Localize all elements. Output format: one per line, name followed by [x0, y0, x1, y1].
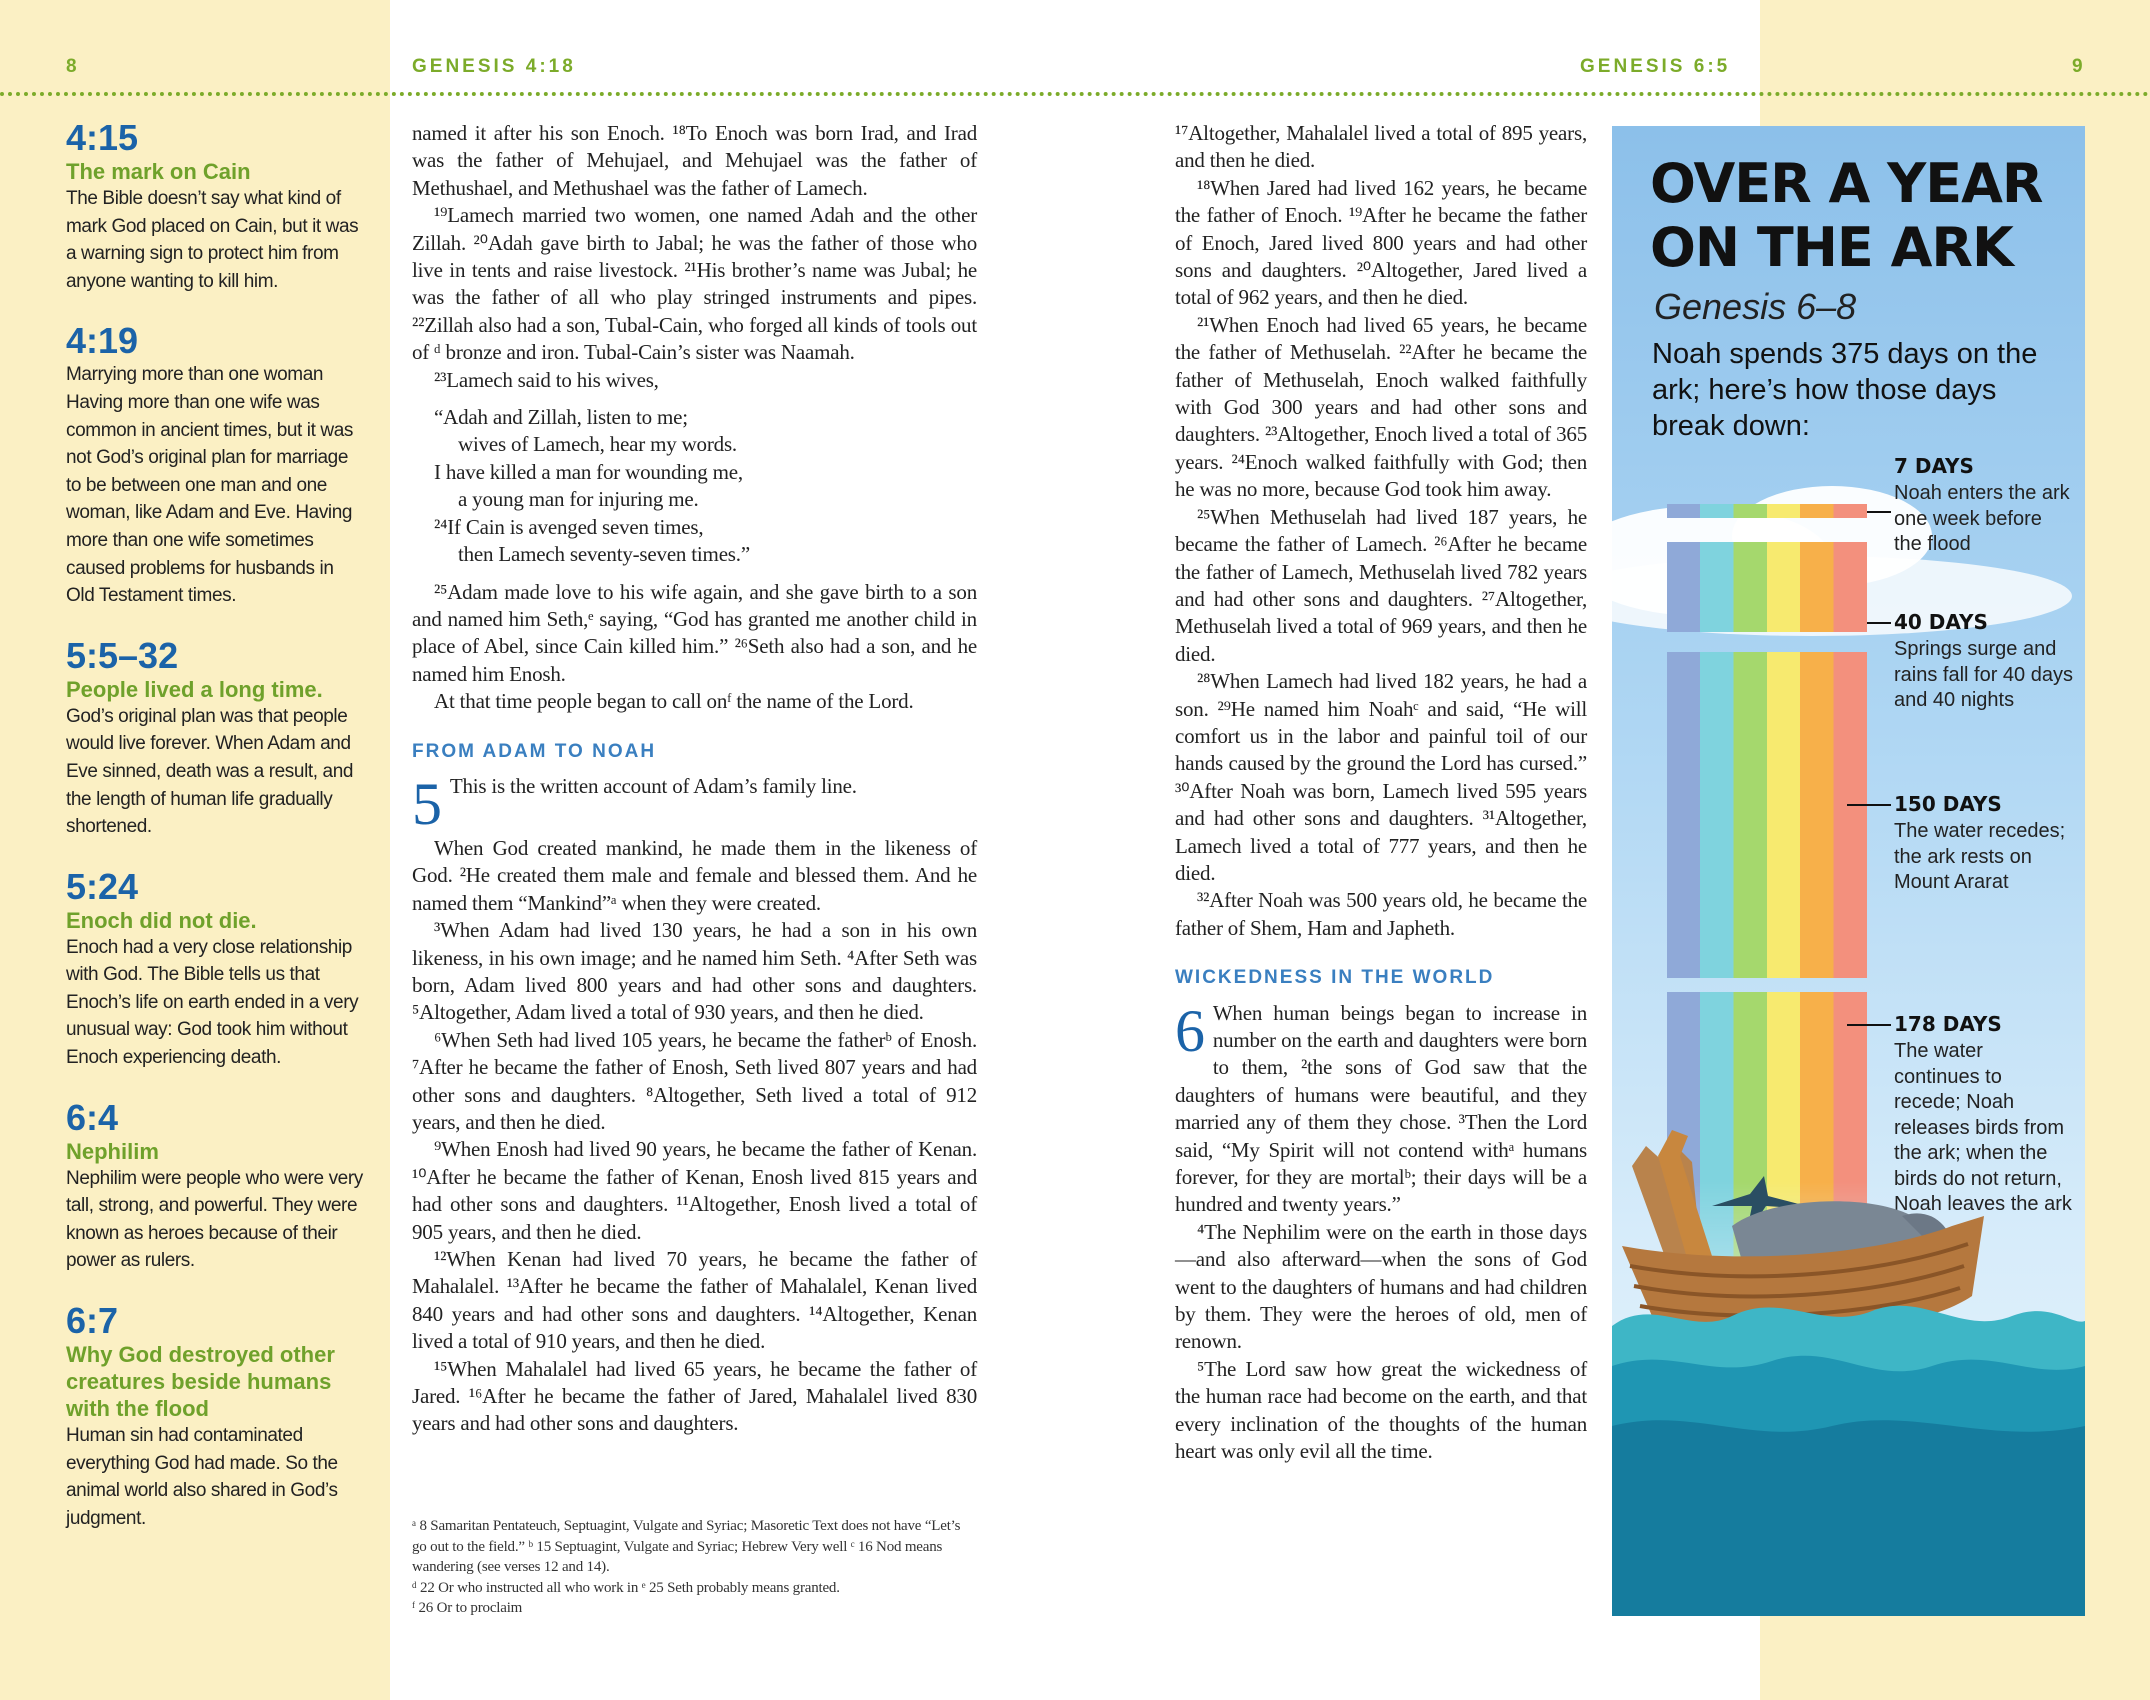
scripture-paragraph: ³²After Noah was 500 years old, he became the father of Shem, Ham and Japheth.: [1175, 888, 1587, 940]
scripture-paragraph: When God created mankind, he made them in the likeness of God. ²He created them male and female and blessed them. And he named them “Mankind”ᵃ when they were created.: [412, 835, 977, 915]
left-page-number: 8: [66, 56, 80, 77]
stage-title: 40 DAYS: [1894, 610, 1988, 634]
study-note: [66, 1098, 366, 1275]
note-title: The mark on Cain: [66, 159, 251, 184]
stage-description: Noah enters the ark one week before the flood: [1894, 482, 2070, 555]
poem-line: “Adah and Zillah, listen to me;: [434, 405, 688, 430]
scripture-column-left: [412, 120, 977, 1438]
footnotes: [412, 1516, 977, 1619]
infographic-title: [1650, 152, 2042, 280]
study-note: [66, 867, 366, 1072]
note-title: Why God destroyed other creatures beside humans with the flood: [66, 1342, 335, 1422]
title-line: ON THE ARK: [1650, 216, 2013, 279]
study-note: [66, 321, 366, 609]
timeline-tick: [1847, 1024, 1891, 1026]
scripture-paragraph: At that time people began to call onᶠ the name of the Lord.: [434, 689, 914, 714]
timeline-tick: [1867, 622, 1891, 624]
footnote: ᵈ 22 Or who instructed all who work in ᵉ 25 Seth probably means granted.: [412, 1579, 840, 1596]
study-note: [66, 636, 366, 841]
study-note: [66, 118, 366, 295]
poem-line: ²⁴If Cain is avenged seven times,: [434, 514, 704, 539]
note-reference: 4:19: [66, 320, 139, 362]
scripture-paragraph: ¹⁵When Mahalalel had lived 65 years, he became the father of Jared. ¹⁶After he became the father of Jared, Mahalalel lived 830 years and had other sons and daughters.: [412, 1356, 977, 1436]
scripture-paragraph: ²⁸When Lamech had lived 182 years, he had a son. ²⁹He named him Noahᶜ and said, “He will comfort us in the labor and painful toil of our hands caused by the ground the Lord has cursed.” ³⁰After Noah was born, Lamech lived 595 years and had other sons and daughters. ³¹Altogether, Lamech lived a total of 777 years, and then he died.: [1175, 669, 1587, 885]
scripture-paragraph: named it after his son Enoch. ¹⁸To Enoch was born Irad, and Irad was the father of Mehujael, and Mehujael was the father of Methushael, and Methushael was the father of Lamech.: [412, 121, 977, 200]
note-body: Marrying more than one woman Having more than one wife was common in ancient times, but it was not God’s original plan for marriage to be between one man and one woman, like Adam and Eve. Having more than one wife sometimes caused problems for husbands in Old Testament times.: [66, 364, 353, 607]
note-reference: 6:7: [66, 1300, 119, 1342]
scripture-paragraph: This is the written account of Adam’s family line.: [449, 773, 857, 798]
study-notes: [66, 118, 366, 1558]
stage-description: Springs surge and rains fall for 40 days and 40 nights: [1894, 638, 2073, 711]
scripture-paragraph: When human beings began to increase in number on the earth and daughters were born to them, ²the sons of God saw that the daughters of humans were beautiful, and they married any of them they chose. ³Then the Lord said, “My Spirit will not contend withᵃ humans forever, for they are mortalᵇ; their days will be a hundred and twenty years.”: [1175, 1000, 1587, 1217]
stage-description: The water recedes; the ark rests on Mount Ararat: [1894, 820, 2066, 893]
note-body: Nephilim were people who were very tall, strong, and powerful. They were known as heroes because of their power as rulers.: [66, 1167, 363, 1272]
dotted-rule: [0, 92, 2150, 96]
note-title: Enoch did not die.: [66, 907, 257, 933]
stage-150-days: [1894, 792, 2074, 896]
scripture-paragraph: ¹⁷Altogether, Mahalalel lived a total of 895 years, and then he died.: [1175, 121, 1587, 173]
scripture-column-right: [1175, 120, 1587, 1466]
poem: [434, 404, 977, 568]
note-body: Human sin had contaminated everything God had made. So the animal world also shared in God’s judgment.: [66, 1425, 338, 1529]
scripture-paragraph: ¹⁸When Jared had lived 162 years, he became the father of Enoch. ¹⁹After he became the father of Enoch, Jared lived 800 years and had other sons and daughters. ²⁰Altogether, Jared lived a total of 962 years, and then he died.: [1175, 175, 1587, 310]
poem-line: then Lamech seventy-seven times.”: [458, 542, 750, 567]
note-reference: 5:5–32: [66, 634, 179, 676]
stage-description: The water continues to recede; Noah releases birds from the ark; when the birds do not return, Noah leaves the ark: [1894, 1040, 2072, 1215]
note-body: The Bible doesn’t say what kind of mark God placed on Cain, but it was a warning sign to protect him from anyone wanting to kill him.: [66, 188, 359, 292]
scripture-paragraph: ²³Lamech said to his wives,: [434, 367, 659, 392]
stage-40-days: [1894, 610, 2074, 714]
note-body: Enoch had a very close relationship with God. The Bible tells us that Enoch’s life on earth ended in a very unusual way: God took him without Enoch experiencing death.: [66, 936, 359, 1069]
note-reference: 5:24: [66, 865, 139, 907]
note-title: People lived a long time.: [66, 676, 323, 702]
scripture-paragraph: ⁴The Nephilim were on the earth in those days—and also afterward—when the sons of God went to the daughters of humans and had children by them. They were the heroes of old, men of renown.: [1175, 1219, 1587, 1354]
stage-title: 178 DAYS: [1894, 1012, 2002, 1036]
title-line: OVER A YEAR: [1650, 152, 2043, 215]
stage-title: 7 DAYS: [1894, 454, 1974, 478]
scripture-paragraph: ⁹When Enosh had lived 90 years, he became the father of Kenan. ¹⁰After he became the father of Kenan, Enosh lived 815 years and had other sons and daughters. ¹¹Altogether, Enosh lived a total of 905 years, and then he died.: [412, 1137, 977, 1244]
study-note: [66, 1301, 366, 1532]
stage-7-days: [1894, 454, 2074, 558]
left-running-head: GENESIS 4:18: [412, 56, 576, 77]
ark-infographic: [1612, 126, 2085, 1616]
timeline-bar-150-days: [1667, 652, 1867, 978]
scripture-paragraph: ⁵The Lord saw how great the wickedness of the human race had become on the earth, and that every inclination of the thoughts of the human heart was only evil all the time.: [1175, 1356, 1587, 1464]
infographic-subtitle: Genesis 6–8: [1654, 286, 1857, 327]
timeline-tick: [1867, 511, 1891, 513]
timeline-bar-40-days: [1667, 542, 1867, 632]
chapter-number: 5: [412, 770, 442, 837]
right-running-head: GENESIS 6:5: [1580, 56, 1731, 77]
stage-title: 150 DAYS: [1894, 792, 2002, 816]
scripture-paragraph: ¹²When Kenan had lived 70 years, he became the father of Mahalalel. ¹³After he became the father of Mahalalel, Kenan lived 840 years and had other sons and daughters. ¹⁴Altogether, Kenan lived a total of 910 years, and then he died.: [412, 1247, 977, 1354]
chapter-number: 6: [1175, 997, 1205, 1064]
note-reference: 4:15: [66, 117, 139, 158]
timeline-bar-7-days: [1667, 504, 1867, 518]
right-page-number: 9: [2072, 56, 2086, 77]
section-heading: FROM ADAM TO NOAH: [412, 740, 657, 762]
note-title: Nephilim: [66, 1138, 159, 1164]
scripture-paragraph: ²⁵Adam made love to his wife again, and she gave birth to a son and named him Seth,ᵉ saying, “God has granted me another child in place of Abel, since Cain killed him.” ²⁶Seth also had a son, and he named him Enosh.: [412, 579, 977, 686]
poem-line: a young man for injuring me.: [458, 487, 699, 512]
note-body: God’s original plan was that people would live forever. When Adam and Eve sinned, death was a result, and the length of human life gradually shortened.: [66, 705, 354, 838]
scripture-paragraph: ³When Adam had lived 130 years, he had a son in his own likeness, in his own image; and he named him Seth. ⁴After Seth was born, Adam lived 800 years and had other sons and daughters. ⁵Altogether, Adam lived a total of 930 years, and then he died.: [412, 918, 977, 1025]
footnote: ᶠ 26 Or to proclaim: [412, 1600, 523, 1616]
footnote: ᵃ 8 Samaritan Pentateuch, Septuagint, Vulgate and Syriac; Masoretic Text does not have “Let’s go out to the field.” ᵇ 15 Septuagint, Vulgate and Syriac; Hebrew Very well ᶜ 16 Nod means wandering (see verses 12 and 14).: [412, 1518, 961, 1575]
poem-line: I have killed a man for wounding me,: [434, 459, 743, 484]
scripture-paragraph: ²¹When Enoch had lived 65 years, he became the father of Methuselah. ²²After he became the father of Methuselah, Enoch walked faithfully with God 300 years and had other sons and daughters. ²³Altogether, Enoch lived a total of 365 years. ²⁴Enoch walked faithfully with God; then he was no more, because God took him away.: [1175, 312, 1587, 502]
poem-line: wives of Lamech, hear my words.: [458, 432, 737, 457]
scripture-paragraph: ²⁵When Methuselah had lived 187 years, he became the father of Lamech. ²⁶After he became the father of Lamech, Methuselah lived 782 years and had other sons and daughters. ²⁷Altogether, Methuselah lived a total of 969 years, and then he died.: [1175, 504, 1587, 666]
infographic-intro: Noah spends 375 days on the ark; here’s how those days break down:: [1652, 338, 2038, 442]
scripture-paragraph: ¹⁹Lamech married two women, one named Adah and the other Zillah. ²⁰Adah gave birth to Jabal; he was the father of those who live in tents and raise livestock. ²¹His brother’s name was Jubal; he was the father of all who play stringed instruments and pipes. ²²Zillah also had a son, Tubal-Cain, who forged all kinds of tools out of ᵈ bronze and iron. Tubal-Cain’s sister was Naamah.: [412, 203, 977, 365]
scripture-paragraph: ⁶When Seth had lived 105 years, he became the fatherᵇ of Enosh. ⁷After he became the father of Enosh, Seth lived 807 years and had other sons and daughters. ⁸Altogether, Seth lived a total of 912 years, and then he died.: [412, 1027, 977, 1134]
section-heading: WICKEDNESS IN THE WORLD: [1175, 967, 1495, 989]
timeline-tick: [1847, 804, 1891, 806]
note-reference: 6:4: [66, 1096, 119, 1138]
ark-icon: [1612, 1126, 2085, 1616]
